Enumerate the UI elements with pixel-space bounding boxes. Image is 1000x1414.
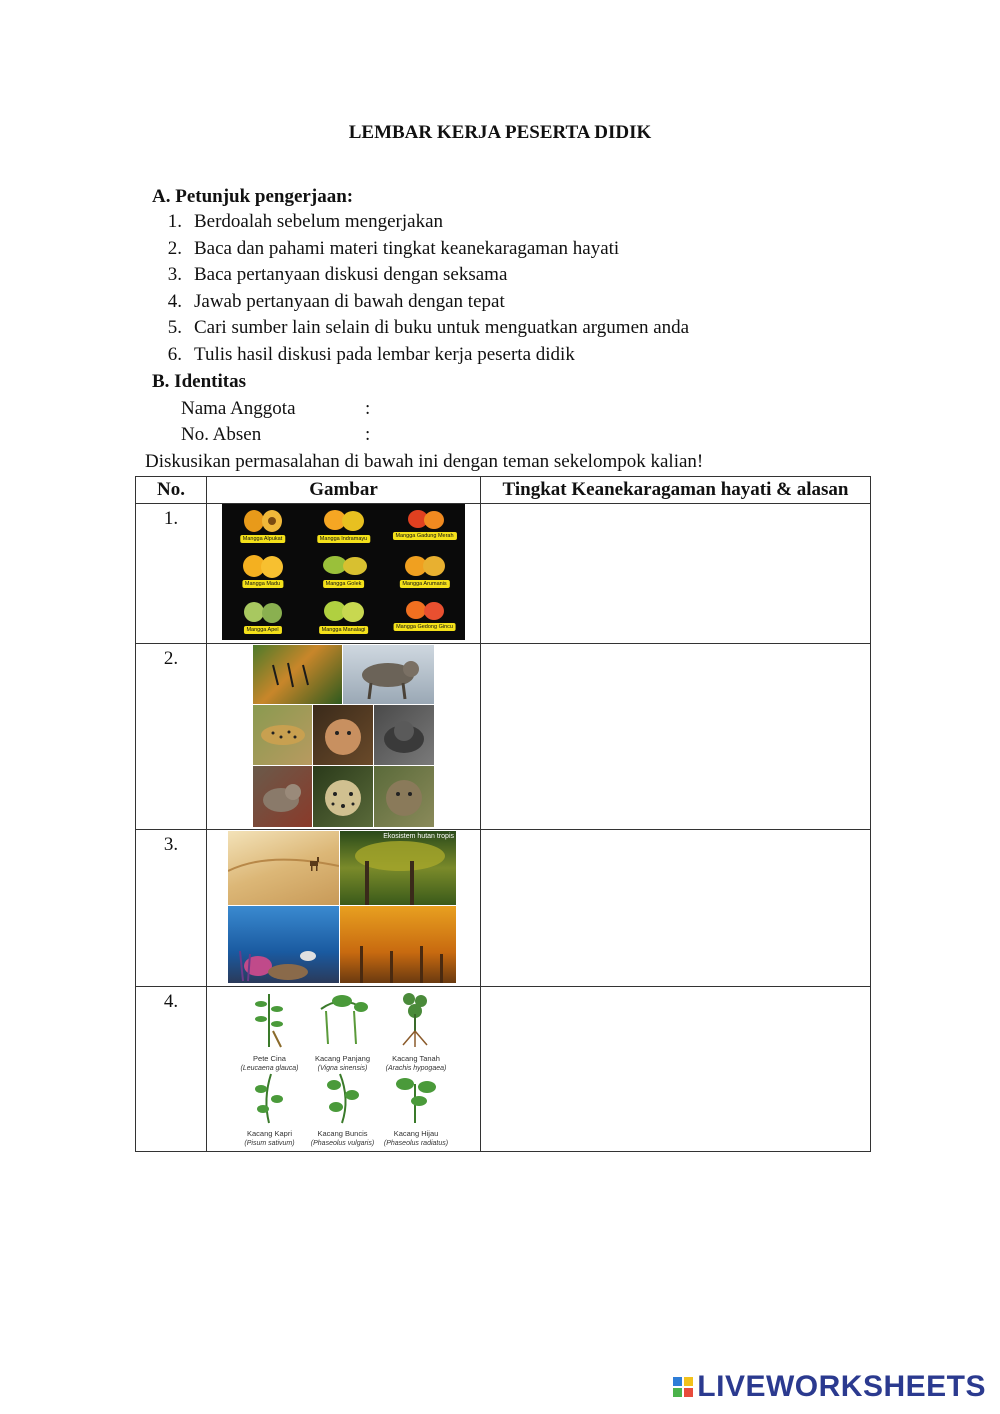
autumn-forest-photo xyxy=(340,906,456,983)
table-row xyxy=(136,504,871,644)
ecosystem-collage xyxy=(228,831,456,983)
liveworksheets-logo-icon xyxy=(673,1377,693,1397)
plant-kacang-panjang: Kacang Panjang (Vigna sinensis) xyxy=(306,989,379,1073)
ecosystem-caption: Ekosistem hutan tropis xyxy=(383,833,454,840)
desert-photo xyxy=(228,831,339,905)
plant-kacang-tanah: Kacang Tanah (Arachis hypogaea) xyxy=(379,989,453,1073)
legumes-diagram xyxy=(233,989,453,1147)
list-item: 4. Jawab pertanyaan di bawah dengan tepat xyxy=(167,290,505,312)
lynx-photo xyxy=(343,645,434,704)
cats-collage xyxy=(253,645,434,827)
mango-tile: Mangga Gedong Gincu xyxy=(384,595,465,640)
mango-tile: Mangga Arumanis xyxy=(384,549,465,594)
field-nama-anggota: Nama Anggota : xyxy=(181,398,371,419)
list-item: 2. Baca dan pahami materi tingkat keanekaragaman hayati xyxy=(167,237,620,259)
puma-photo xyxy=(313,705,373,765)
list-item: 6. Tulis hasil diskusi pada lembar kerja peserta didik xyxy=(167,343,575,365)
answer-cell-1[interactable] xyxy=(481,504,871,644)
header-gambar: Gambar xyxy=(207,477,481,504)
mango-tile: Mangga Madu xyxy=(222,549,303,594)
plant-kacang-hijau: Kacang Hijau (Phaseolus radiatus) xyxy=(379,1069,453,1148)
mango-tile: Mangga Indramayu xyxy=(303,504,384,549)
section-b-heading: B. Identitas xyxy=(152,371,246,392)
list-item: 5. Cari sumber lain selain di buku untuk menguatkan argumen anda xyxy=(167,317,690,339)
answer-cell-4[interactable] xyxy=(481,987,871,1152)
section-a-heading: A. Petunjuk pengerjaan: xyxy=(152,186,354,207)
table-row xyxy=(136,830,871,987)
row-number: 1. xyxy=(136,504,207,644)
list-item: 3. Baca pertanyaan diskusi dengan seksama xyxy=(167,264,508,286)
answer-cell-2[interactable] xyxy=(481,644,871,830)
plant-kacang-buncis: Kacang Buncis (Phaseolus vulgaris) xyxy=(306,1069,379,1148)
ecosystems-image xyxy=(207,830,481,987)
mango-image xyxy=(207,504,481,644)
page-title: LEMBAR KERJA PESERTA DIDIK xyxy=(348,122,652,143)
table-row xyxy=(136,644,871,830)
mango-tile: Mangga Apel xyxy=(222,595,303,640)
mango-tile: Mangga Gadung Merah xyxy=(384,504,465,549)
wildcat-photo xyxy=(374,705,434,765)
legumes-image xyxy=(207,987,481,1152)
discussion-instruction: Diskusikan permasalahan di bawah ini dengan teman sekelompok kalian! xyxy=(145,451,704,472)
row-number: 3. xyxy=(136,830,207,987)
mango-tile: Mangga Manalagi xyxy=(303,595,384,640)
fishing-cat-photo xyxy=(253,766,312,827)
header-no: No. xyxy=(136,477,207,504)
worksheet-table xyxy=(135,476,871,1152)
european-wildcat-photo xyxy=(374,766,434,827)
mango-tile: Mangga Alpukat xyxy=(222,504,303,549)
table-header-row xyxy=(136,477,871,504)
liveworksheets-logo: LIVEWORKSHEETS xyxy=(673,1370,986,1404)
table-row xyxy=(136,987,871,1152)
mango-grid xyxy=(222,504,465,640)
row-number: 4. xyxy=(136,987,207,1152)
header-tingkat: Tingkat Keanekaragaman hayati & alasan xyxy=(481,477,871,504)
answer-cell-3[interactable] xyxy=(481,830,871,987)
mango-tile: Mangga Golek xyxy=(303,549,384,594)
coral-reef-photo xyxy=(228,906,339,983)
row-number: 2. xyxy=(136,644,207,830)
list-item: 1. Berdoalah sebelum mengerjakan xyxy=(167,211,444,232)
plant-pete-cina: Pete Cina (Leucaena glauca) xyxy=(233,989,306,1073)
instruction-list xyxy=(152,211,689,371)
tiger-photo xyxy=(253,645,342,704)
tropical-forest-photo xyxy=(340,831,456,905)
cheetah-photo xyxy=(253,705,312,765)
field-no-absen: No. Absen : xyxy=(181,424,371,445)
ocelot-photo xyxy=(313,766,373,827)
wild-cats-image xyxy=(207,644,481,830)
plant-kacang-kapri: Kacang Kapri (Pisum sativum) xyxy=(233,1069,306,1148)
